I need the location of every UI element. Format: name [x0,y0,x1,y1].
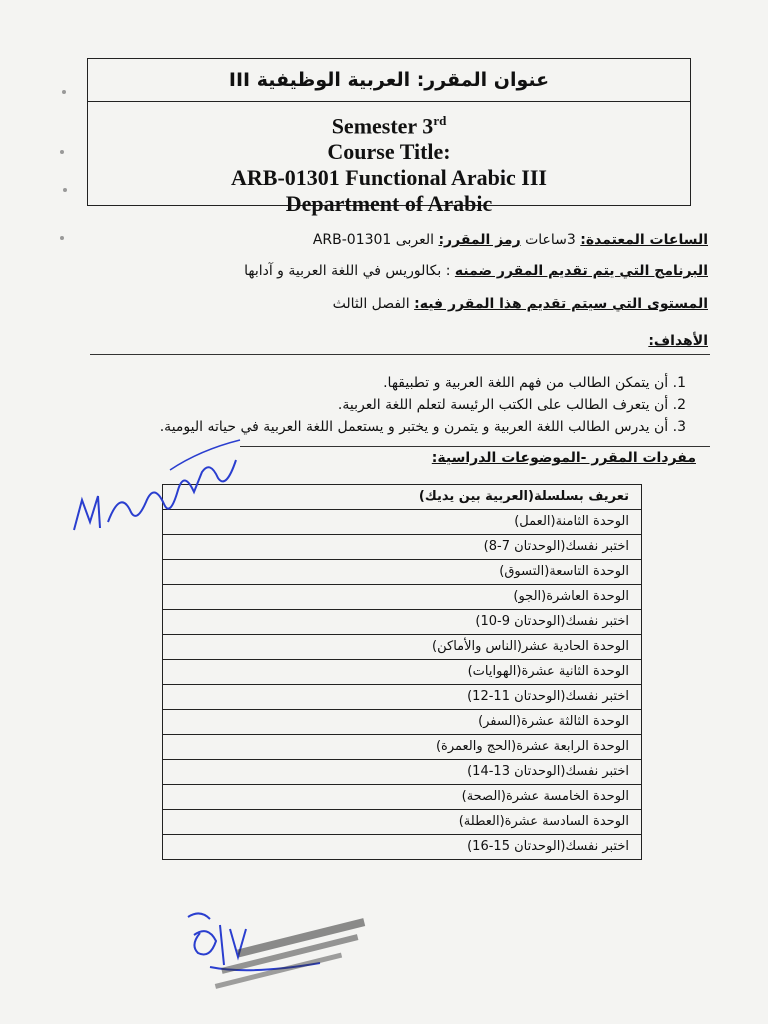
hours-value: 3ساعات [520,232,581,248]
code-value: العربى ARB-01301 [312,232,439,248]
hours-label: الساعات المعتمدة: [580,232,708,248]
topic-cell: الوحدة الثامنة(العمل) [163,510,642,535]
table-row [163,610,642,635]
table-row [163,710,642,735]
topic-cell: الوحدة العاشرة(الجو) [163,585,642,610]
program-label: البرنامج التي يتم تقديم المقرر ضمنه [454,263,708,279]
topic-cell: اختبر نفسك(الوحدتان 13-14) [163,760,642,785]
course-header-box [87,58,691,217]
semester-sup: rd [433,113,447,128]
goals-heading-line [108,333,708,349]
table-row [163,685,642,710]
divider [240,446,710,447]
table-row [163,585,642,610]
topic-cell: الوحدة الثالثة عشرة(السفر) [163,710,642,735]
handwritten-signature [60,430,260,550]
table-row [163,735,642,760]
semester-line [88,108,690,139]
scan-speck [60,236,64,240]
table-row [163,660,642,685]
table-row [163,835,642,860]
course-title-label: Course Title: [327,139,451,165]
official-stamp [180,905,380,995]
topic-cell: اختبر نفسك(الوحدتان 9-10) [163,610,642,635]
arabic-course-title: عنوان المقرر: العربية الوظيفية III [88,59,690,102]
scan-speck [63,188,67,192]
level-line [108,296,708,312]
topic-cell: اختبر نفسك(الوحدتان 11-12) [163,685,642,710]
goal-item: 2. أن يتعرف الطالب على الكتب الرئيسة لتعلم اللغة العربية. [337,397,686,413]
semester-text: Semester 3 [331,113,434,139]
table-row [163,810,642,835]
level-label: المستوى التي سيتم تقديم هذا المقرر فيه: [414,296,708,312]
department-name: Department of Arabic [285,191,493,217]
table-row [163,635,642,660]
topic-cell: الوحدة التاسعة(التسوق) [163,560,642,585]
topic-cell: تعريف بسلسلة(العربية بين يديك) [163,485,642,510]
program-value: : بكالوريس في اللغة العربية و آدابها [244,263,455,279]
topic-cell: الوحدة السادسة عشرة(العطلة) [163,810,642,835]
english-header [88,102,690,217]
code-label: رمز المقرر: [438,232,521,248]
table-row [163,560,642,585]
course-code-title: ARB-01301 Functional Arabic III [231,165,547,191]
topics-heading: مفردات المقرر -الموضوعات الدراسية: [431,450,696,466]
divider [90,354,710,355]
level-value: الفصل الثالث [332,296,415,312]
topic-cell: الوحدة الرابعة عشرة(الحج والعمرة) [163,735,642,760]
scan-speck [62,90,66,94]
goal-item: 3. أن يدرس الطالب اللغة العربية و يتمرن و يختبر و يستعمل اللغة العربية في حياته اليومية. [159,419,686,435]
goal-item: 1. أن يتمكن الطالب من فهم اللغة العربية و تطبيقها. [383,375,686,391]
credit-hours-line [108,232,708,248]
topic-cell: الوحدة الخامسة عشرة(الصحة) [163,785,642,810]
topic-cell: اختبر نفسك(الوحدتان 7-8) [163,535,642,560]
topic-cell: اختبر نفسك(الوحدتان 15-16) [163,835,642,860]
topic-cell: الوحدة الثانية عشرة(الهوايات) [163,660,642,685]
table-row [163,760,642,785]
goals-list [86,372,686,438]
program-line [108,263,708,279]
scan-speck [60,150,64,154]
table-row [163,785,642,810]
topic-cell: الوحدة الحادية عشر(الناس والأماكن) [163,635,642,660]
goals-heading: الأهداف: [648,333,708,349]
